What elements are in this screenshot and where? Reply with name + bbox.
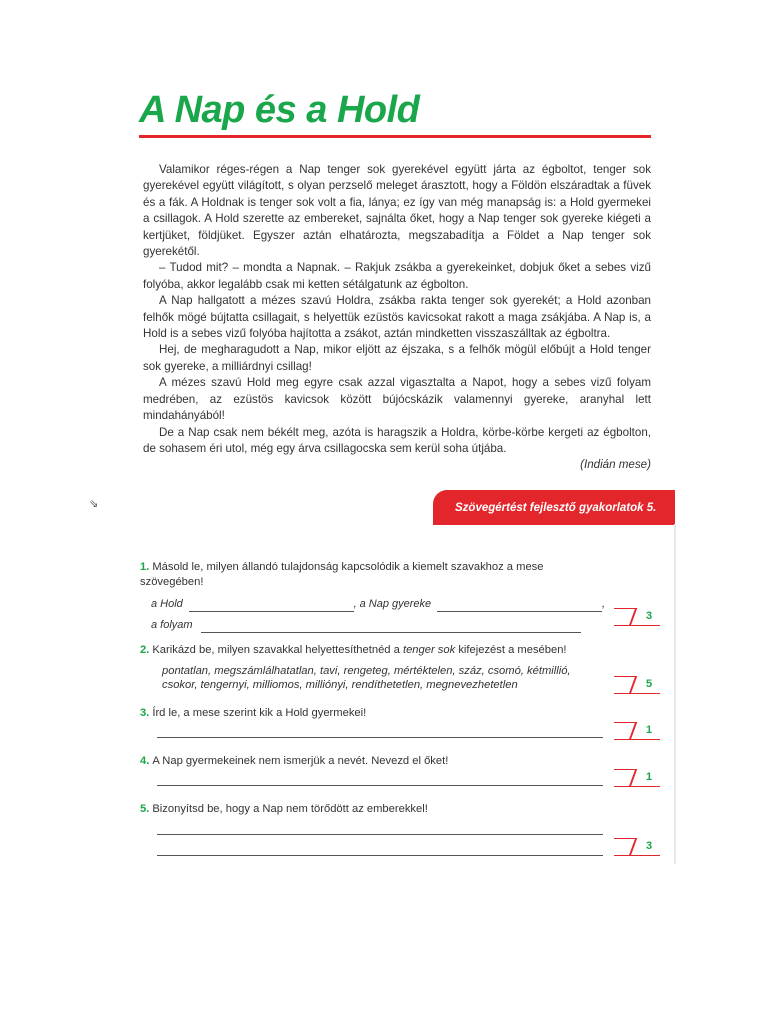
story-paragraph: A mézes szavú Hold meg egyre csak azzal vigasztalta a Napot, hogy a sebes vizű folyam medrében, az ezüstös kavicsok között bújócskázik valamennyi gyereke, aranyhal lett mindahányából! bbox=[143, 376, 651, 423]
exercise-question bbox=[140, 802, 605, 817]
story-paragraph: A Nap hallgatott a mézes szavú Holdra, zsákba rakta tenger sok gyerekét; a Hold azonban felhők mögé bújtatta csillagait, s helyettük ezüstös kavicsokat rakott a maga zsákjába. A Nap is, a Hold is a sebes vizű folyóba hajította a zsákot, aztán mindketten visszaszálltak az égboltra. bbox=[143, 294, 651, 341]
answer-line[interactable] bbox=[157, 737, 603, 738]
exercise-banner bbox=[433, 490, 675, 525]
story-paragraph: – Tudod mit? – mondta a Napnak. – Rakjuk zsákba a gyerekeinket, dobjuk őket a sebes vizű folyóba, akkor legalább csak mi ketten sétálgatunk az égbolton. bbox=[143, 261, 651, 291]
score-points: 1 bbox=[646, 724, 653, 736]
answer-row bbox=[151, 618, 605, 633]
page-title: A Nap és a Hold bbox=[139, 89, 420, 131]
exercise-number: 4. bbox=[140, 755, 150, 767]
score-box bbox=[614, 676, 660, 694]
score-box bbox=[614, 608, 660, 626]
exercise-2 bbox=[140, 643, 605, 692]
exercise-3 bbox=[140, 706, 605, 721]
title-underline bbox=[139, 135, 651, 138]
answer-line[interactable] bbox=[157, 785, 603, 786]
answer-label: a Hold bbox=[151, 598, 183, 610]
story-paragraph: De a Nap csak nem békélt meg, azóta is haragszik a Holdra, körbe-körbe kergeti az égbolton, de sohasem éri utol, még egy árva csillagocska sem kerül soha útjába. bbox=[143, 425, 651, 455]
answer-line[interactable] bbox=[437, 600, 602, 612]
margin-divider bbox=[674, 524, 676, 864]
score-box bbox=[614, 838, 660, 856]
exercise-question-text: Írd le, a mese szerint kik a Hold gyermekei! bbox=[152, 707, 367, 719]
answer-separator: , bbox=[601, 598, 605, 610]
word-choices[interactable]: pontatlan, megszámlálhatatlan, tavi, rengeteg, mértéktelen, száz, csomó, kétmillió, csokor, tengernyi, milliomos, milliónyi, rendíthetetlen, megnevezhetetlen bbox=[162, 665, 571, 691]
exercise-question-text: Másold le, milyen állandó tulajdonság kapcsolódik a kiemelt szavakhoz a mese szövegében! bbox=[140, 561, 544, 588]
answer-label: a folyam bbox=[151, 619, 193, 631]
cursor-icon: ⇘ bbox=[89, 498, 99, 510]
exercise-question-text: Karikázd be, milyen szavakkal helyettesíthetnéd a bbox=[152, 644, 403, 656]
answer-separator: , bbox=[353, 598, 357, 610]
answer-line[interactable] bbox=[157, 855, 603, 856]
exercise-4 bbox=[140, 754, 605, 769]
exercise-banner-label: Szövegértést fejlesztő gyakorlatok 5. bbox=[455, 501, 657, 514]
exercise-question bbox=[140, 754, 605, 769]
score-box bbox=[614, 769, 660, 787]
score-box bbox=[614, 722, 660, 740]
exercise-question-text: Bizonyítsd be, hogy a Nap nem törődött az emberekkel! bbox=[152, 803, 428, 815]
exercise-1 bbox=[140, 560, 605, 633]
exercise-question-emphasis: tenger sok bbox=[402, 644, 456, 656]
exercise-question-text: kifejezést a mesében! bbox=[455, 644, 567, 656]
exercise-number: 1. bbox=[140, 561, 150, 573]
story-paragraph: Valamikor réges-régen a Nap tenger sok gyerekével együtt járta az égboltot, tenger sok gyerekével együtt világított, s olyan perzselő meleget árasztott, hogy a Földön elszáradtak a füvek és a fák. A Holdnak is tenger sok volt a fia, lánya; ez így van még manapság is: a Hold gyermekei a csillagok. A Hold szerette az embereket, sajnálta őket, hogy a Nap tenger sok gyereke kiégeti a kertjüket, földjüket. Egyszer aztán elhatározta, megszabadítja a Földet a Nap tenger sok gyerekétől. bbox=[143, 163, 651, 259]
score-points: 3 bbox=[646, 610, 653, 622]
score-points: 3 bbox=[646, 840, 653, 852]
exercise-question bbox=[140, 706, 605, 721]
exercise-question bbox=[140, 560, 605, 590]
answer-row bbox=[151, 597, 605, 612]
exercise-question bbox=[140, 643, 605, 658]
exercise-number: 3. bbox=[140, 707, 150, 719]
story-source: (Indián mese) bbox=[580, 458, 651, 472]
exercise-number: 2. bbox=[140, 644, 150, 656]
exercise-question-text: A Nap gyermekeinek nem ismerjük a nevét. Nevezd el őket! bbox=[152, 755, 449, 767]
answer-line[interactable] bbox=[157, 834, 603, 835]
answer-line[interactable] bbox=[189, 600, 354, 612]
story-text bbox=[143, 162, 651, 474]
exercise-number: 5. bbox=[140, 803, 150, 815]
score-points: 5 bbox=[646, 678, 653, 690]
story-paragraph: Hej, de megharagudott a Nap, mikor eljött az éjszaka, s a felhők mögül előbújt a Hold tenger sok gyereke, a milliárdnyi csillag! bbox=[143, 343, 651, 373]
answer-line[interactable] bbox=[201, 621, 581, 633]
score-points: 1 bbox=[646, 771, 653, 783]
answer-label: a Nap gyereke bbox=[359, 598, 432, 610]
exercise-5 bbox=[140, 802, 605, 817]
